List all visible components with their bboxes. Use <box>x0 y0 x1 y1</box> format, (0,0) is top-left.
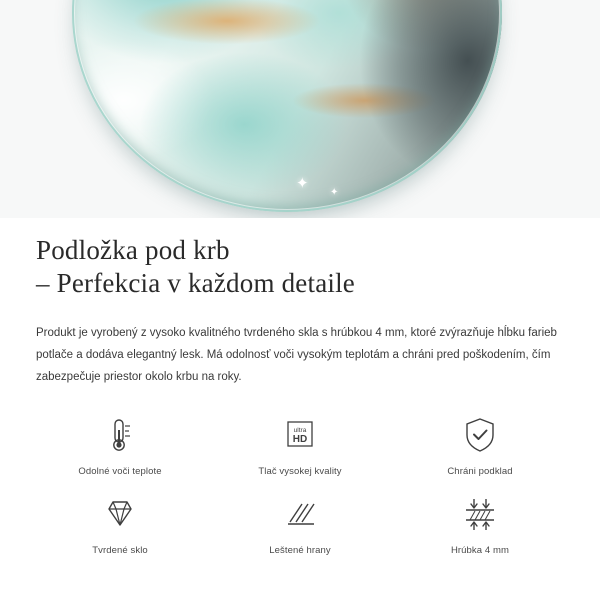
feature-item-print-quality <box>210 414 390 477</box>
glass-pad-image <box>72 0 502 212</box>
title-line-1: Podložka pod krb <box>36 235 230 265</box>
thickness-arrows-icon <box>461 493 499 535</box>
title-line-2: – Perfekcia v každom detaile <box>36 268 355 298</box>
polished-edges-icon <box>282 493 318 535</box>
feature-item-tempered-glass <box>30 493 210 556</box>
feature-label: Odolné voči teplote <box>78 466 162 477</box>
feature-label: Hrúbka 4 mm <box>450 545 510 556</box>
feature-item-protection <box>390 414 570 477</box>
description-paragraph: Produkt je vyrobený z vysoko kvalitného tvrdeného skla s hrúbkou 4 mm, ktoré zvýrazňuje hĺbku farieb potlače a dodáva elegantný lesk. Má odolnosť voči vysokým teplotám a chráni pred poškodením, čím zabezpečuje priestor okolo krbu na roky. <box>36 327 557 383</box>
thermometer-icon <box>103 414 137 456</box>
hero-image <box>0 0 600 218</box>
feature-grid <box>0 414 600 556</box>
sparkle-icon: ✦ <box>296 175 309 192</box>
feature-item-thickness <box>390 493 570 556</box>
feature-label: Tlač vysokej kvality <box>258 466 342 477</box>
feature-label: Tvrdené sklo <box>92 545 148 556</box>
diamond-icon <box>101 493 139 535</box>
sparkle-icon: ✦ <box>330 187 339 198</box>
shield-check-icon <box>463 414 497 456</box>
marble-pattern <box>72 0 502 212</box>
feature-label: Leštené hrany <box>269 545 331 556</box>
page-title <box>36 234 564 300</box>
ultra-hd-icon <box>281 414 319 456</box>
content-section <box>0 218 600 388</box>
feature-label: Chráni podklad <box>447 466 513 477</box>
svg-text:ultra: ultra <box>293 427 307 434</box>
feature-item-temperature <box>30 414 210 477</box>
svg-text:HD: HD <box>292 434 308 445</box>
feature-item-polished-edges <box>210 493 390 556</box>
